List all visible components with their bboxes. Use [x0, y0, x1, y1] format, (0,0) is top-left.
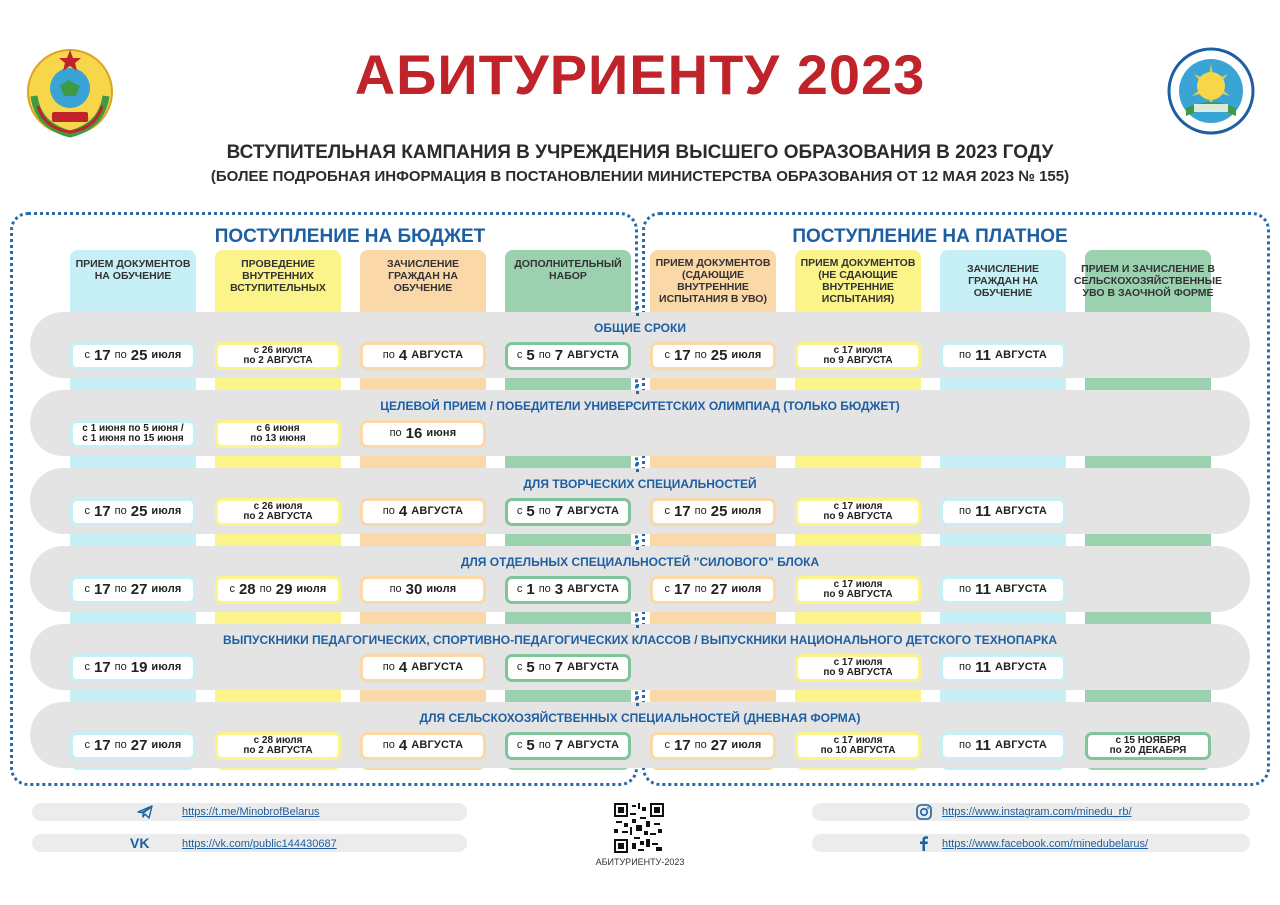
- date-part: АВГУСТА: [994, 349, 1047, 362]
- date-part: 17: [93, 737, 111, 755]
- date-part: 17: [673, 737, 691, 755]
- date-cell: [360, 732, 486, 760]
- date-line: с 17 июля: [833, 734, 883, 746]
- page-subtitle-note: (БОЛЕЕ ПОДРОБНАЯ ИНФОРМАЦИЯ В ПОСТАНОВЛЕНИИ МИНИСТЕРСТВА ОБРАЗОВАНИЯ ОТ 12 МАЯ 2023 № 155): [210, 168, 1070, 185]
- date-part: 4: [398, 503, 408, 521]
- date-part: 17: [93, 503, 111, 521]
- date-part: по: [538, 661, 551, 674]
- column-header: ЗАЧИСЛЕНИЕ ГРАЖДАН НА ОБУЧЕНИЕ: [940, 250, 1066, 312]
- date-cell: [795, 654, 921, 682]
- telegram-icon: [136, 803, 154, 821]
- row-title: ВЫПУСКНИКИ ПЕДАГОГИЧЕСКИХ, СПОРТИВНО-ПЕДАГОГИЧЕСКИХ КЛАССОВ / ВЫПУСКНИКИ НАЦИОНАЛЬНОГО ДЕТСКОГО ТЕХНОПАРКА: [222, 633, 1058, 647]
- date-part: 17: [93, 581, 111, 599]
- date-part: АВГУСТА: [994, 583, 1047, 596]
- date-part: по: [114, 661, 127, 674]
- date-part: по: [114, 349, 127, 362]
- date-part: по: [382, 739, 395, 752]
- date-part: по: [694, 739, 707, 752]
- column-header: ПРИЕМ ДОКУМЕНТОВ НА ОБУЧЕНИЕ: [70, 250, 196, 312]
- date-cell: [940, 654, 1066, 682]
- date-line: по 9 АВГУСТА: [823, 511, 893, 522]
- date-cell: [650, 498, 776, 526]
- date-cell: [360, 498, 486, 526]
- column-header: ПРОВЕДЕНИЕ ВНУТРЕННИХ ВСТУПИТЕЛЬНЫХ: [215, 250, 341, 312]
- vk-icon: [130, 834, 154, 852]
- column-header: ЗАЧИСЛЕНИЕ ГРАЖДАН НА ОБУЧЕНИЕ: [360, 250, 486, 312]
- facebook-icon: [915, 834, 933, 852]
- date-line: по 2 АВГУСТА: [243, 745, 313, 756]
- date-part: 25: [130, 347, 148, 365]
- vk-link[interactable]: https://vk.com/public144430687: [182, 838, 337, 850]
- date-part: 7: [554, 503, 564, 521]
- date-cell: [70, 498, 196, 526]
- date-line: по 20 ДЕКАБРЯ: [1109, 745, 1187, 756]
- row-title: ОБЩИЕ СРОКИ: [594, 321, 686, 335]
- section-divider: [636, 462, 642, 472]
- date-cell: [360, 420, 486, 448]
- date-part: по: [959, 505, 972, 518]
- date-part: с: [664, 349, 670, 362]
- date-cell: [70, 732, 196, 760]
- section-title-paid: ПОСТУПЛЕНИЕ НА ПЛАТНОЕ: [792, 226, 1068, 247]
- date-cell: [70, 576, 196, 604]
- date-part: с: [229, 583, 235, 596]
- date-part: по: [694, 583, 707, 596]
- instagram-link[interactable]: https://www.instagram.com/minedu_rb/: [942, 806, 1132, 818]
- date-cell: [795, 498, 921, 526]
- row-title: ДЛЯ ОТДЕЛЬНЫХ СПЕЦИАЛЬНОСТЕЙ "СИЛОВОГО" БЛОКА: [460, 555, 820, 569]
- telegram-link[interactable]: https://t.me/MinobrofBelarus: [182, 806, 320, 818]
- date-cell: [505, 498, 631, 526]
- date-part: с: [84, 349, 90, 362]
- date-cell: [505, 342, 631, 370]
- date-part: с: [516, 505, 523, 518]
- date-cell: [650, 732, 776, 760]
- section-divider: [636, 384, 642, 394]
- date-part: 11: [975, 503, 991, 521]
- row-title: ДЛЯ ТВОРЧЕСКИХ СПЕЦИАЛЬНОСТЕЙ: [523, 477, 757, 491]
- date-part: 4: [398, 737, 408, 755]
- date-cell: [215, 420, 341, 448]
- date-part: по: [538, 349, 551, 362]
- date-cell: [70, 342, 196, 370]
- date-part: 25: [130, 503, 148, 521]
- date-part: АВГУСТА: [567, 505, 620, 518]
- date-line: по 10 АВГУСТА: [820, 745, 896, 756]
- date-part: по: [114, 739, 127, 752]
- date-part: июля: [151, 739, 182, 752]
- date-line: с 26 июля: [253, 500, 303, 512]
- date-part: АВГУСТА: [994, 739, 1047, 752]
- date-part: по: [114, 505, 127, 518]
- date-part: 4: [398, 347, 408, 365]
- date-part: по: [959, 661, 972, 674]
- date-part: с: [84, 583, 90, 596]
- date-part: 5: [526, 347, 535, 365]
- row-title: ЦЕЛЕВОЙ ПРИЕМ / ПОБЕДИТЕЛИ УНИВЕРСИТЕТСКИХ ОЛИМПИАД (ТОЛЬКО БЮДЖЕТ): [380, 399, 900, 413]
- date-line: с 17 июля: [833, 656, 883, 668]
- date-part: июля: [296, 583, 327, 596]
- date-part: с: [664, 739, 670, 752]
- date-part: 17: [673, 581, 691, 599]
- date-cell: [940, 342, 1066, 370]
- date-line: с 15 НОЯБРЯ: [1115, 734, 1181, 746]
- date-part: АВГУСТА: [567, 583, 620, 596]
- date-part: 27: [710, 737, 728, 755]
- date-part: 11: [975, 659, 991, 677]
- date-line: по 9 АВГУСТА: [823, 589, 893, 600]
- date-part: с: [664, 583, 670, 596]
- column-header: ПРИЕМ ДОКУМЕНТОВ (НЕ СДАЮЩИЕ ВНУТРЕННИЕ ИСПЫТАНИЯ): [795, 250, 921, 312]
- date-part: АВГУСТА: [567, 739, 620, 752]
- date-cell: [215, 342, 341, 370]
- date-part: 1: [526, 581, 535, 599]
- date-line: с 1 июня по 5 июня /: [82, 422, 184, 434]
- date-part: 11: [975, 737, 991, 755]
- date-part: июля: [426, 583, 457, 596]
- date-part: июля: [731, 739, 762, 752]
- date-cell: [215, 498, 341, 526]
- row-title: ДЛЯ СЕЛЬСКОХОЗЯЙСТВЕННЫХ СПЕЦИАЛЬНОСТЕЙ (ДНЕВНАЯ ФОРМА): [419, 711, 861, 725]
- date-part: 5: [526, 503, 535, 521]
- date-part: по: [959, 739, 972, 752]
- date-part: 17: [93, 347, 111, 365]
- date-part: с: [84, 739, 90, 752]
- date-part: 11: [975, 581, 991, 599]
- date-part: с: [516, 661, 523, 674]
- column-header: ПРИЕМ ДОКУМЕНТОВ (СДАЮЩИЕ ВНУТРЕННИЕ ИСПЫТАНИЯ В УВО): [650, 250, 776, 312]
- date-part: июля: [731, 505, 762, 518]
- date-line: с 28 июля: [253, 734, 303, 746]
- date-part: по: [259, 583, 272, 596]
- date-part: 29: [275, 581, 293, 599]
- date-cell: [360, 576, 486, 604]
- date-part: июля: [731, 583, 762, 596]
- date-line: по 9 АВГУСТА: [823, 355, 893, 366]
- date-part: АВГУСТА: [567, 661, 620, 674]
- facebook-link[interactable]: https://www.facebook.com/minedubelarus/: [942, 838, 1149, 850]
- date-cell: [650, 342, 776, 370]
- date-part: 19: [130, 659, 148, 677]
- date-part: по: [959, 349, 972, 362]
- date-part: АВГУСТА: [411, 661, 464, 674]
- date-cell: [1085, 732, 1211, 760]
- page-subtitle: ВСТУПИТЕЛЬНАЯ КАМПАНИЯ В УЧРЕЖДЕНИЯ ВЫСШЕГО ОБРАЗОВАНИЯ В 2023 ГОДУ: [226, 142, 1054, 163]
- instagram-icon: [915, 803, 933, 821]
- column-header: ДОПОЛНИТЕЛЬНЫЙ НАБОР: [505, 250, 631, 312]
- date-cell: [940, 576, 1066, 604]
- date-part: с: [664, 505, 670, 518]
- date-part: по: [382, 505, 395, 518]
- column-header: ПРИЕМ И ЗАЧИСЛЕНИЕ В СЕЛЬСКОХОЗЯЙСТВЕННЫЕ УВО В ЗАОЧНОЙ ФОРМЕ: [1085, 250, 1211, 312]
- date-cell: [650, 576, 776, 604]
- date-part: 30: [405, 581, 423, 599]
- date-part: июля: [151, 349, 182, 362]
- date-part: АВГУСТА: [411, 739, 464, 752]
- qr-code-icon[interactable]: [614, 803, 664, 853]
- date-part: 28: [238, 581, 256, 599]
- date-line: по 13 июня: [250, 433, 306, 444]
- section-divider: [636, 306, 642, 316]
- date-part: 17: [673, 347, 691, 365]
- date-cell: [505, 732, 631, 760]
- date-part: 27: [130, 581, 148, 599]
- date-part: 16: [405, 425, 423, 443]
- section-title-budget: ПОСТУПЛЕНИЕ НА БЮДЖЕТ: [214, 226, 486, 247]
- date-cell: [505, 576, 631, 604]
- date-part: 7: [554, 347, 564, 365]
- date-part: 27: [130, 737, 148, 755]
- date-part: 5: [526, 659, 535, 677]
- date-line: с 26 июля: [253, 344, 303, 356]
- date-line: по 2 АВГУСТА: [243, 511, 313, 522]
- date-part: с: [84, 505, 90, 518]
- date-part: АВГУСТА: [411, 505, 464, 518]
- date-part: 25: [710, 347, 728, 365]
- date-part: июля: [731, 349, 762, 362]
- date-part: по: [694, 349, 707, 362]
- date-part: АВГУСТА: [994, 505, 1047, 518]
- date-part: АВГУСТА: [567, 349, 620, 362]
- date-part: 3: [554, 581, 564, 599]
- section-divider: [636, 540, 642, 550]
- date-part: 27: [710, 581, 728, 599]
- section-divider: [636, 696, 642, 706]
- date-cell: [360, 654, 486, 682]
- date-part: по: [538, 583, 551, 596]
- date-part: 4: [398, 659, 408, 677]
- date-cell: [940, 498, 1066, 526]
- date-part: АВГУСТА: [994, 661, 1047, 674]
- date-part: по: [382, 661, 395, 674]
- date-part: по: [382, 349, 395, 362]
- date-part: по: [389, 583, 402, 596]
- date-part: по: [538, 739, 551, 752]
- date-cell: [215, 732, 341, 760]
- page-title: АБИТУРИЕНТУ 2023: [354, 43, 926, 106]
- svg-text:VK: VK: [130, 835, 150, 851]
- date-part: 7: [554, 737, 564, 755]
- date-line: по 2 АВГУСТА: [243, 355, 313, 366]
- date-part: с: [516, 583, 523, 596]
- date-cell: [215, 576, 341, 604]
- date-part: с: [84, 661, 90, 674]
- qr-caption: АБИТУРИЕНТУ-2023: [595, 857, 685, 867]
- date-part: по: [959, 583, 972, 596]
- date-part: июля: [151, 505, 182, 518]
- date-line: по 9 АВГУСТА: [823, 667, 893, 678]
- date-part: по: [389, 427, 402, 440]
- date-part: 11: [975, 347, 991, 365]
- date-line: с 6 июня: [256, 422, 300, 434]
- date-line: с 17 июля: [833, 500, 883, 512]
- date-cell: [795, 342, 921, 370]
- date-part: июня: [426, 427, 457, 440]
- date-part: 17: [93, 659, 111, 677]
- date-cell: [795, 576, 921, 604]
- date-cell: [795, 732, 921, 760]
- date-part: 17: [673, 503, 691, 521]
- date-cell: [70, 420, 196, 448]
- date-cell: [360, 342, 486, 370]
- section-divider: [636, 618, 642, 628]
- date-part: по: [114, 583, 127, 596]
- date-part: по: [694, 505, 707, 518]
- date-line: с 1 июня по 15 июня: [82, 433, 184, 444]
- date-line: с 17 июля: [833, 344, 883, 356]
- date-cell: [505, 654, 631, 682]
- date-part: июля: [151, 661, 182, 674]
- date-part: с: [516, 349, 523, 362]
- date-part: по: [538, 505, 551, 518]
- date-part: июля: [151, 583, 182, 596]
- date-line: с 17 июля: [833, 578, 883, 590]
- date-cell: [940, 732, 1066, 760]
- date-cell: [70, 654, 196, 682]
- date-part: с: [516, 739, 523, 752]
- date-part: 25: [710, 503, 728, 521]
- date-part: АВГУСТА: [411, 349, 464, 362]
- date-part: 5: [526, 737, 535, 755]
- date-part: 7: [554, 659, 564, 677]
